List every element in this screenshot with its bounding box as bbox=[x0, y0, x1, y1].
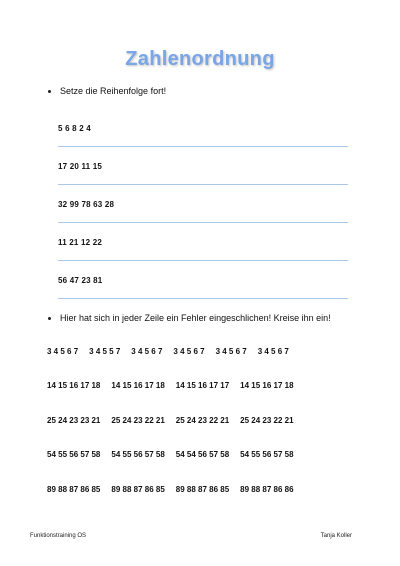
error-row bbox=[47, 472, 367, 507]
footer-left: Funktionstraining OS bbox=[30, 533, 87, 539]
number-group: 54 55 56 57 58 bbox=[47, 450, 101, 460]
number-group: 89 88 87 86 85 bbox=[175, 484, 230, 494]
number-group: 3 4 5 5 7 bbox=[89, 346, 121, 356]
task1-instruction-text: Setze die Reihenfolge fort! bbox=[60, 86, 167, 96]
number-group: 3 4 5 6 7 bbox=[215, 346, 247, 356]
task1-instruction bbox=[48, 86, 166, 96]
number-group: 25 24 23 22 21 bbox=[240, 415, 294, 425]
sequence-row: 11 21 12 22 bbox=[58, 224, 348, 261]
sequence-row: 5 6 8 2 4 bbox=[58, 110, 348, 147]
number-group: 89 88 87 86 85 bbox=[47, 484, 101, 494]
sequence-row: 17 20 11 15 bbox=[58, 148, 348, 185]
number-group: 3 4 5 6 7 bbox=[47, 346, 79, 356]
error-row bbox=[47, 369, 367, 404]
number-group: 54 54 56 57 58 bbox=[175, 450, 230, 460]
task2-instruction bbox=[48, 313, 331, 323]
sequence-list bbox=[58, 110, 348, 300]
number-group: 89 88 87 86 85 bbox=[111, 484, 165, 494]
number-group: 25 24 23 22 21 bbox=[175, 415, 230, 425]
number-group: 14 15 16 17 18 bbox=[47, 381, 101, 391]
number-group: 14 15 16 17 18 bbox=[240, 381, 294, 391]
number-group: 25 24 23 22 21 bbox=[111, 415, 165, 425]
task2-instruction-text: Hier hat sich in jeder Zeile ein Fehler eingeschlichen! Kreise ihn ein! bbox=[60, 313, 331, 323]
bullet-icon bbox=[48, 317, 51, 320]
number-group: 3 4 5 6 7 bbox=[173, 346, 205, 356]
footer-right: Tanja Koller bbox=[320, 533, 352, 539]
sequence-row: 32 99 78 63 28 bbox=[58, 186, 348, 223]
number-group: 14 15 16 17 18 bbox=[111, 381, 165, 391]
sequence-row: 56 47 23 81 bbox=[58, 262, 348, 299]
error-row bbox=[47, 403, 367, 438]
error-row bbox=[47, 334, 367, 369]
error-rows bbox=[47, 334, 367, 507]
number-group: 14 15 16 17 17 bbox=[175, 381, 230, 391]
error-row bbox=[47, 438, 367, 473]
number-group: 3 4 5 6 7 bbox=[131, 346, 163, 356]
number-group: 54 55 56 57 58 bbox=[240, 450, 294, 460]
number-group: 54 55 56 57 58 bbox=[111, 450, 165, 460]
number-group: 89 88 87 86 86 bbox=[240, 484, 294, 494]
number-group: 3 4 5 6 7 bbox=[257, 346, 289, 356]
worksheet-title: Zahlenordnung bbox=[125, 48, 275, 70]
number-group: 25 24 23 23 21 bbox=[47, 415, 101, 425]
bullet-icon bbox=[48, 90, 51, 93]
